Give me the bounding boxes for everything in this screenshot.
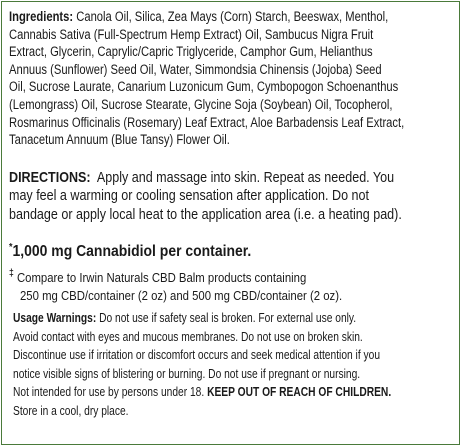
warnings-line [13, 328, 460, 347]
cbd-amount-text: 1,000 mg Cannabidiol per container. [12, 243, 252, 260]
ingredients-section [9, 8, 460, 149]
product-label-panel [1, 1, 460, 445]
asterisk-marker: * [9, 242, 13, 253]
warnings-line [13, 365, 460, 384]
ingredients-line [9, 78, 460, 96]
compare-note [9, 265, 395, 304]
directions-line [9, 187, 460, 205]
storage-instruction: Store in a cool, dry place. [13, 402, 129, 418]
directions-text: Apply and massage into skin. Repeat as needed. You [96, 170, 395, 186]
ingredients-text: Extract, Glycerin, Caprylic/Capric Triglyceride, Camphor Gum, Helianthus [9, 44, 373, 60]
ingredients-line [9, 43, 460, 61]
warnings-line [13, 346, 460, 365]
ingredients-text: Oil, Sucrose Laurate, Canarium Luzonicum Gum, Cymbopogon Schoenanthus [9, 79, 399, 95]
warnings-line [13, 402, 460, 421]
ingredients-line [9, 26, 460, 44]
compare-text: Compare to Irwin Naturals CBD Balm products containing [16, 270, 307, 285]
ingredients-text: Rosmarinus Officinalis (Rosemary) Leaf Extract, Aloe Barbadensis Leaf Extract, [9, 114, 405, 130]
ingredients-line [9, 131, 460, 149]
warnings-line [13, 383, 460, 402]
ingredients-heading: Ingredients: [9, 9, 74, 24]
warnings-line [13, 309, 460, 328]
warnings-text: notice visible signs of blistering or burning. Do not use if pregnant or nursing. [13, 365, 361, 381]
directions-line [9, 206, 460, 224]
ingredients-text: (Lemongrass) Oil, Sucrose Stearate, Glycine Soja (Soybean) Oil, Tocopherol, [9, 96, 393, 112]
ingredients-text: Tanacetum Annuum (Blue Tansy) Flower Oil. [9, 132, 230, 148]
ingredients-text: Canola Oil, Silica, Zea Mays (Corn) Starch, Beeswax, Menthol, [76, 9, 389, 24]
warnings-text: Do not use if safety seal is broken. For external use only. [99, 310, 357, 325]
compare-line [9, 265, 395, 287]
keep-out-of-reach-warning: KEEP OUT OF REACH OF CHILDREN. [207, 384, 392, 400]
directions-text: may feel a warming or cooling sensation after application. Do not [9, 188, 369, 205]
ingredients-line [9, 96, 460, 114]
directions-text: bandage or apply local heat to the application area (i.e. a heating pad). [9, 206, 402, 223]
directions-line [9, 169, 460, 187]
warnings-text: Discontinue use if irritation or discomfort occurs and seek medical attention if you [13, 347, 381, 363]
ingredients-text: Cannabis Sativa (Full-Spectrum Hemp Extract) Oil, Sambucus Nigra Fruit [9, 26, 374, 42]
ingredients-line [9, 8, 460, 26]
warnings-text: Not intended for use by persons under 18. [13, 384, 205, 400]
warnings-heading: Usage Warnings: [13, 310, 97, 325]
ingredients-line [9, 61, 460, 79]
double-dagger-marker: ‡ [9, 268, 14, 279]
compare-line [9, 287, 395, 305]
warnings-text: Avoid contact with eyes and mucous membranes. Do not use on broken skin. [13, 328, 363, 344]
usage-warnings-section [13, 309, 460, 421]
cbd-content-statement [9, 238, 278, 262]
compare-text: 250 mg CBD/container (2 oz) and 500 mg CBD/container (2 oz). [20, 287, 343, 303]
directions-section [9, 169, 460, 224]
ingredients-text: Annuus (Sunflower) Seed Oil, Water, Simmondsia Chinensis (Jojoba) Seed [9, 61, 382, 77]
directions-heading: DIRECTIONS: [9, 170, 91, 186]
ingredients-line [9, 114, 460, 132]
